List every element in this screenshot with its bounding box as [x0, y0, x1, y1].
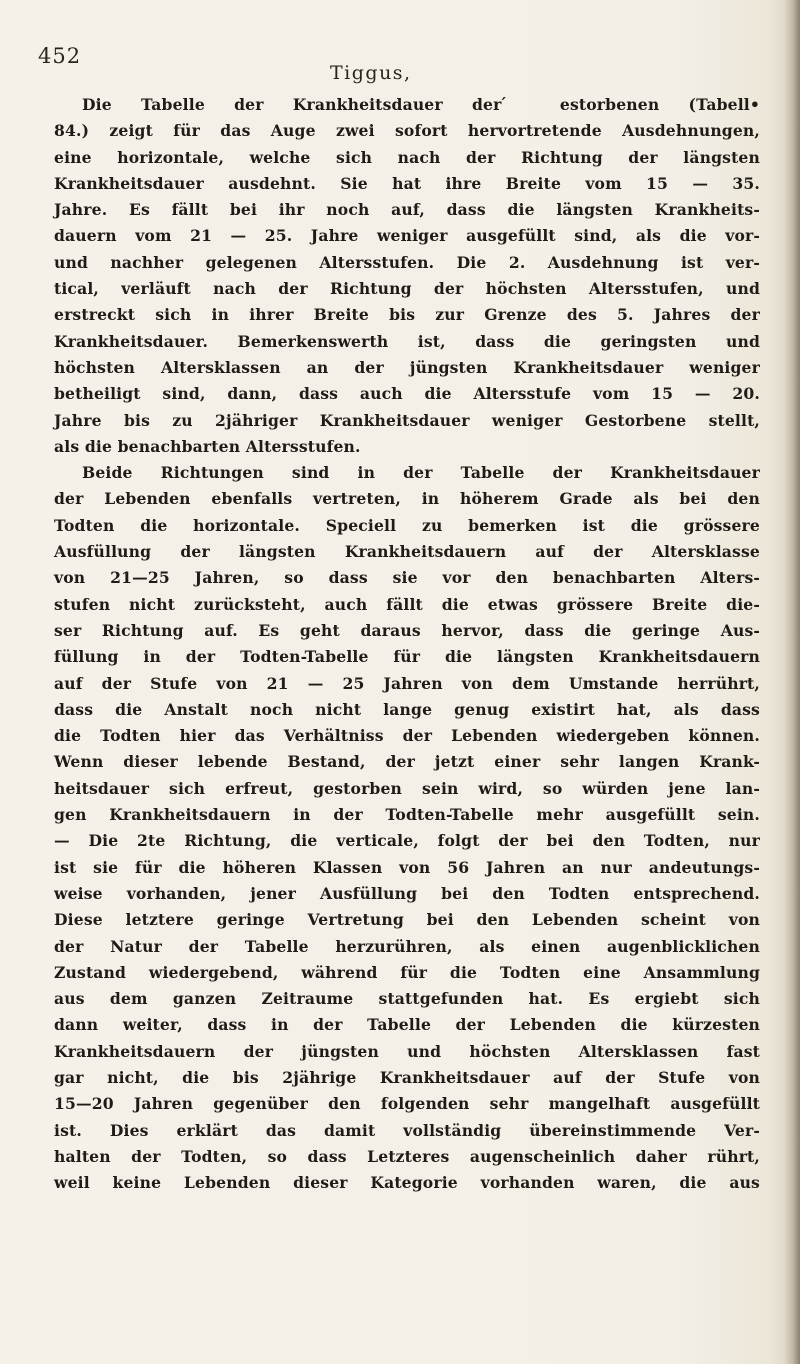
text-line: betheiligt sind, dann, dass auch die Altersstufe vom 15 — 20. [54, 384, 760, 404]
text-line: Beide Richtungen sind in der Tabelle der Krankheitsdauer [82, 463, 760, 483]
text-line: Die Tabelle der Krankheitsdauer der ́ estorbenen (Tabell• [82, 95, 760, 114]
text-line: Krankheitsdauer. Bemerkenswerth ist, dass die geringsten und [54, 331, 760, 351]
body-text [54, 92, 760, 1196]
text-line: Wenn dieser lebende Bestand, der jetzt einer sehr langen Krank- [54, 752, 760, 772]
text-line: aus dem ganzen Zeitraume stattgefunden hat. Es ergiebt sich [54, 989, 760, 1009]
text-line: ser Richtung auf. Es geht daraus hervor, dass die geringe Aus- [54, 620, 760, 640]
text-line: dauern vom 21 — 25. Jahre weniger ausgefüllt sind, als die vor- [54, 226, 760, 246]
running-head: Tiggus, [330, 62, 412, 84]
text-line: stufen nicht zurücksteht, auch fällt die etwas grössere Breite die- [54, 594, 760, 614]
text-line: 84.) zeigt für das Auge zwei sofort hervortretende Ausdehnungen, [54, 121, 760, 141]
text-line: ist. Dies erklärt das damit vollständig übereinstimmende Ver- [54, 1120, 760, 1140]
text-line: gen Krankheitsdauern in der Todten-Tabelle mehr ausgefüllt sein. [54, 805, 760, 825]
page-number: 452 [38, 44, 82, 68]
text-line: füllung in der Todten-Tabelle für die längsten Krankheitsdauern [54, 647, 760, 667]
text-line: ist sie für die höheren Klassen von 56 Jahren an nur andeutungs- [54, 857, 760, 877]
text-line: als die benachbarten Altersstufen. [54, 436, 361, 456]
text-line: — Die 2te Richtung, die verticale, folgt der bei den Todten, nur [54, 831, 760, 851]
text-line: erstreckt sich in ihrer Breite bis zur Grenze des 5. Jahres der [54, 305, 760, 325]
text-line: dass die Anstalt noch nicht lange genug existirt hat, als dass [54, 699, 760, 719]
text-line: eine horizontale, welche sich nach der Richtung der längsten [54, 147, 760, 167]
text-line: der Lebenden ebenfalls vertreten, in höherem Grade als bei den [54, 489, 760, 509]
text-line: auf der Stufe von 21 — 25 Jahren von dem Umstande herrührt, [54, 673, 760, 693]
text-line: von 21—25 Jahren, so dass sie vor den benachbarten Alters- [54, 568, 760, 588]
page-binding-shadow [784, 0, 800, 1364]
text-line: weil keine Lebenden dieser Kategorie vorhanden waren, die aus [54, 1173, 760, 1193]
text-line: Zustand wiedergebend, während für die Todten eine Ansammlung [54, 962, 760, 982]
text-line: weise vorhanden, jener Ausfüllung bei den Todten entsprechend. [54, 883, 760, 903]
text-line: Diese letztere geringe Vertretung bei den Lebenden scheint von [54, 910, 760, 930]
text-line: heitsdauer sich erfreut, gestorben sein wird, so würden jene lan- [54, 778, 760, 798]
text-line: die Todten hier das Verhältniss der Lebenden wiedergeben können. [54, 726, 760, 746]
text-line: Krankheitsdauern der jüngsten und höchsten Altersklassen fast [54, 1041, 760, 1061]
text-line: dann weiter, dass in der Tabelle der Lebenden die kürzesten [54, 1015, 760, 1035]
text-line: Jahre bis zu 2jähriger Krankheitsdauer weniger Gestorbene stellt, [54, 410, 760, 430]
text-line: Ausfüllung der längsten Krankheitsdauern auf der Altersklasse [54, 542, 760, 562]
text-line: gar nicht, die bis 2jährige Krankheitsdauer auf der Stufe von [54, 1067, 760, 1087]
text-line: der Natur der Tabelle herzurühren, als einen augenblicklichen [54, 936, 760, 956]
text-line: tical, verläuft nach der Richtung der höchsten Altersstufen, und [54, 279, 760, 299]
text-line: Jahre. Es fällt bei ihr noch auf, dass die längsten Krankheits- [54, 200, 760, 220]
text-line: 15—20 Jahren gegenüber den folgenden sehr mangelhaft ausgefüllt [54, 1094, 760, 1114]
text-line: halten der Todten, so dass Letzteres augenscheinlich daher rührt, [54, 1146, 760, 1166]
text-line: höchsten Altersklassen an der jüngsten Krankheitsdauer weniger [54, 357, 760, 377]
text-line: Krankheitsdauer ausdehnt. Sie hat ihre Breite vom 15 — 35. [54, 173, 760, 193]
text-line: und nachher gelegenen Altersstufen. Die 2. Ausdehnung ist ver- [54, 252, 760, 272]
text-line: Todten die horizontale. Speciell zu bemerken ist die grössere [54, 515, 760, 535]
